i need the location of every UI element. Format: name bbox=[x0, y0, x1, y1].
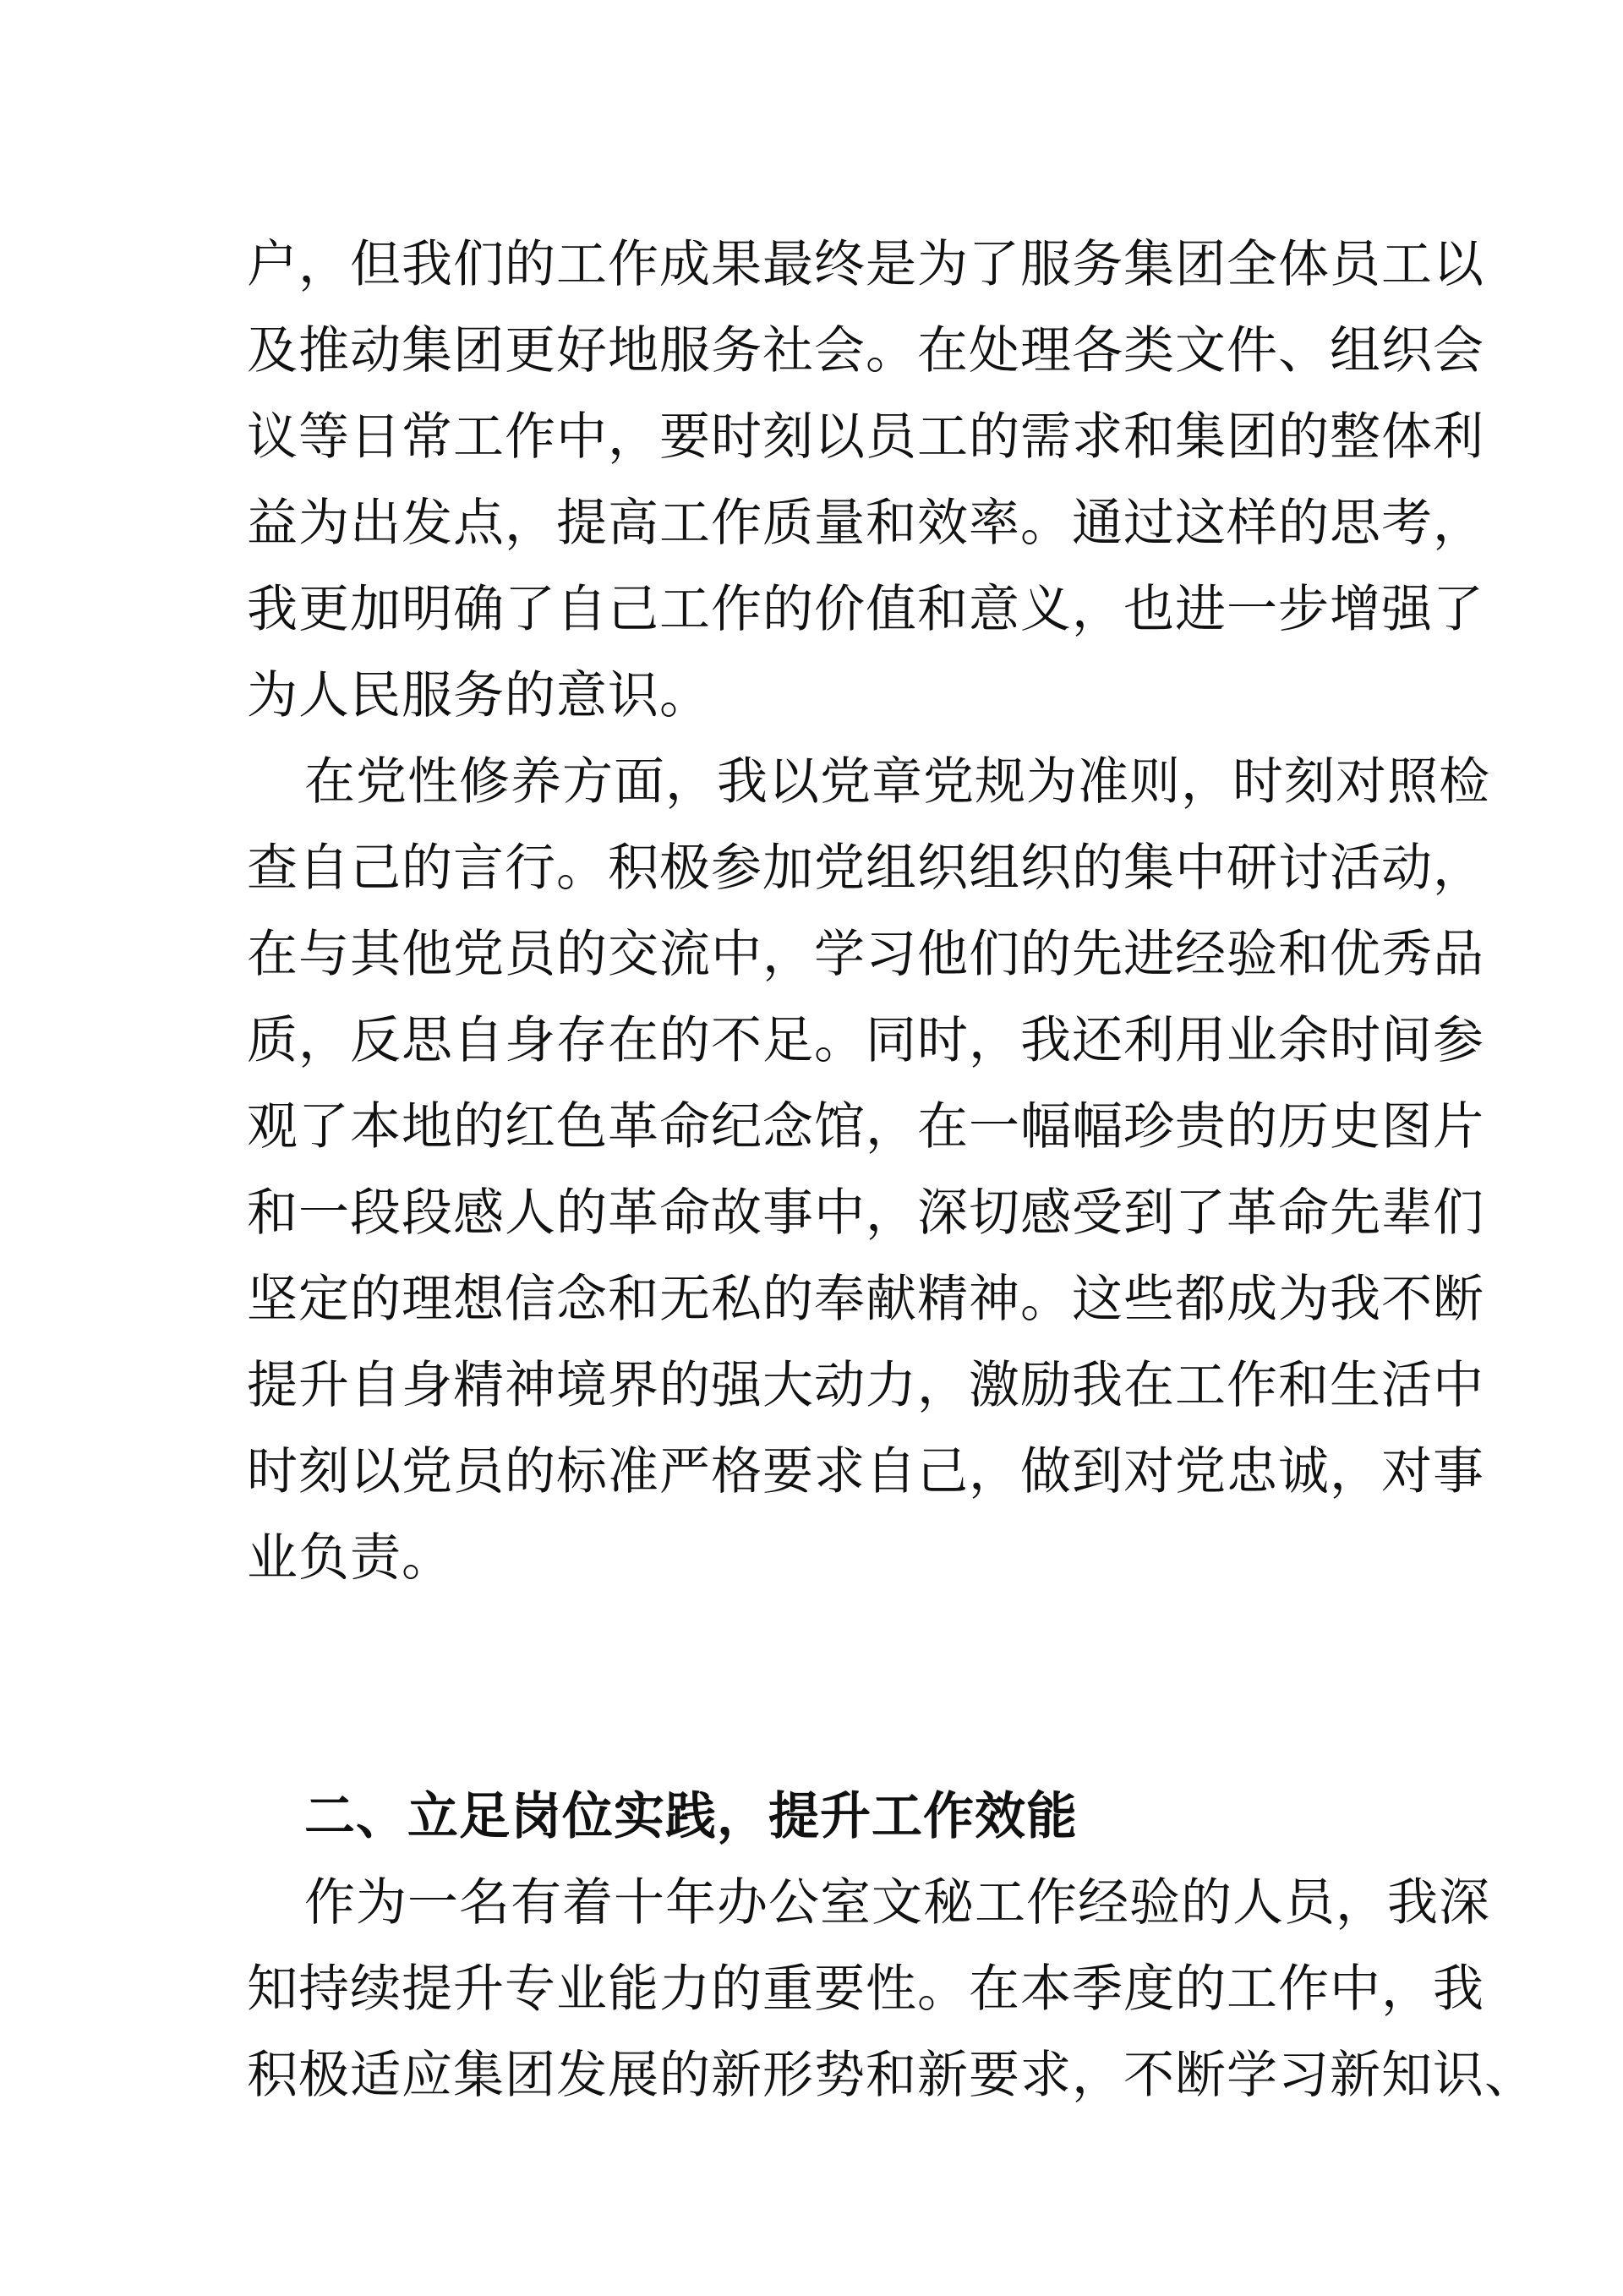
text-line: 议等日常工作中，要时刻以员工的需求和集团的整体利 bbox=[247, 407, 1484, 467]
text-line: 观了本地的红色革命纪念馆，在一幅幅珍贵的历史图片 bbox=[247, 1097, 1484, 1156]
text-line: 益为出发点，提高工作质量和效率。通过这样的思考， bbox=[247, 494, 1484, 553]
text-line: 在与其他党员的交流中，学习他们的先进经验和优秀品 bbox=[247, 925, 1484, 984]
text-line: 户，但我们的工作成果最终是为了服务集团全体员工以 bbox=[247, 235, 1484, 294]
text-line: 查自己的言行。积极参加党组织组织的集中研讨活动， bbox=[247, 839, 1484, 898]
paragraph-1 bbox=[247, 221, 1484, 739]
text-line: 积极适应集团发展的新形势和新要求，不断学习新知识、 bbox=[247, 2046, 1536, 2105]
text-line: 我更加明确了自己工作的价值和意义，也进一步增强了 bbox=[247, 580, 1484, 639]
paragraph-2 bbox=[247, 739, 1490, 1601]
text-line: 坚定的理想信念和无私的奉献精神。这些都成为我不断 bbox=[247, 1270, 1484, 1329]
text-line: 知持续提升专业能力的重要性。在本季度的工作中，我 bbox=[247, 1960, 1484, 2019]
section-heading: 二、立足岗位实践，提升工作效能 bbox=[304, 1787, 1078, 1846]
text-line: 质，反思自身存在的不足。同时，我还利用业余时间参 bbox=[247, 1011, 1484, 1070]
text-line: 提升自身精神境界的强大动力，激励我在工作和生活中 bbox=[247, 1356, 1484, 1415]
section-spacer bbox=[247, 1601, 1380, 1774]
text-line: 为人民服务的意识。 bbox=[247, 666, 711, 725]
text-line: 及推动集团更好地服务社会。在处理各类文件、组织会 bbox=[247, 321, 1484, 380]
text-line: 作为一名有着十年办公室文秘工作经验的人员，我深 bbox=[304, 1873, 1490, 1932]
paragraph-3 bbox=[247, 1860, 1536, 2118]
text-line: 在党性修养方面，我以党章党规为准则，时刻对照检 bbox=[304, 752, 1490, 812]
text-line: 时刻以党员的标准严格要求自己，做到对党忠诚，对事 bbox=[247, 1442, 1484, 1501]
text-line: 业负责。 bbox=[247, 1528, 453, 1588]
text-line: 和一段段感人的革命故事中，深切感受到了革命先辈们 bbox=[247, 1184, 1484, 1243]
document-page bbox=[247, 221, 1536, 2118]
